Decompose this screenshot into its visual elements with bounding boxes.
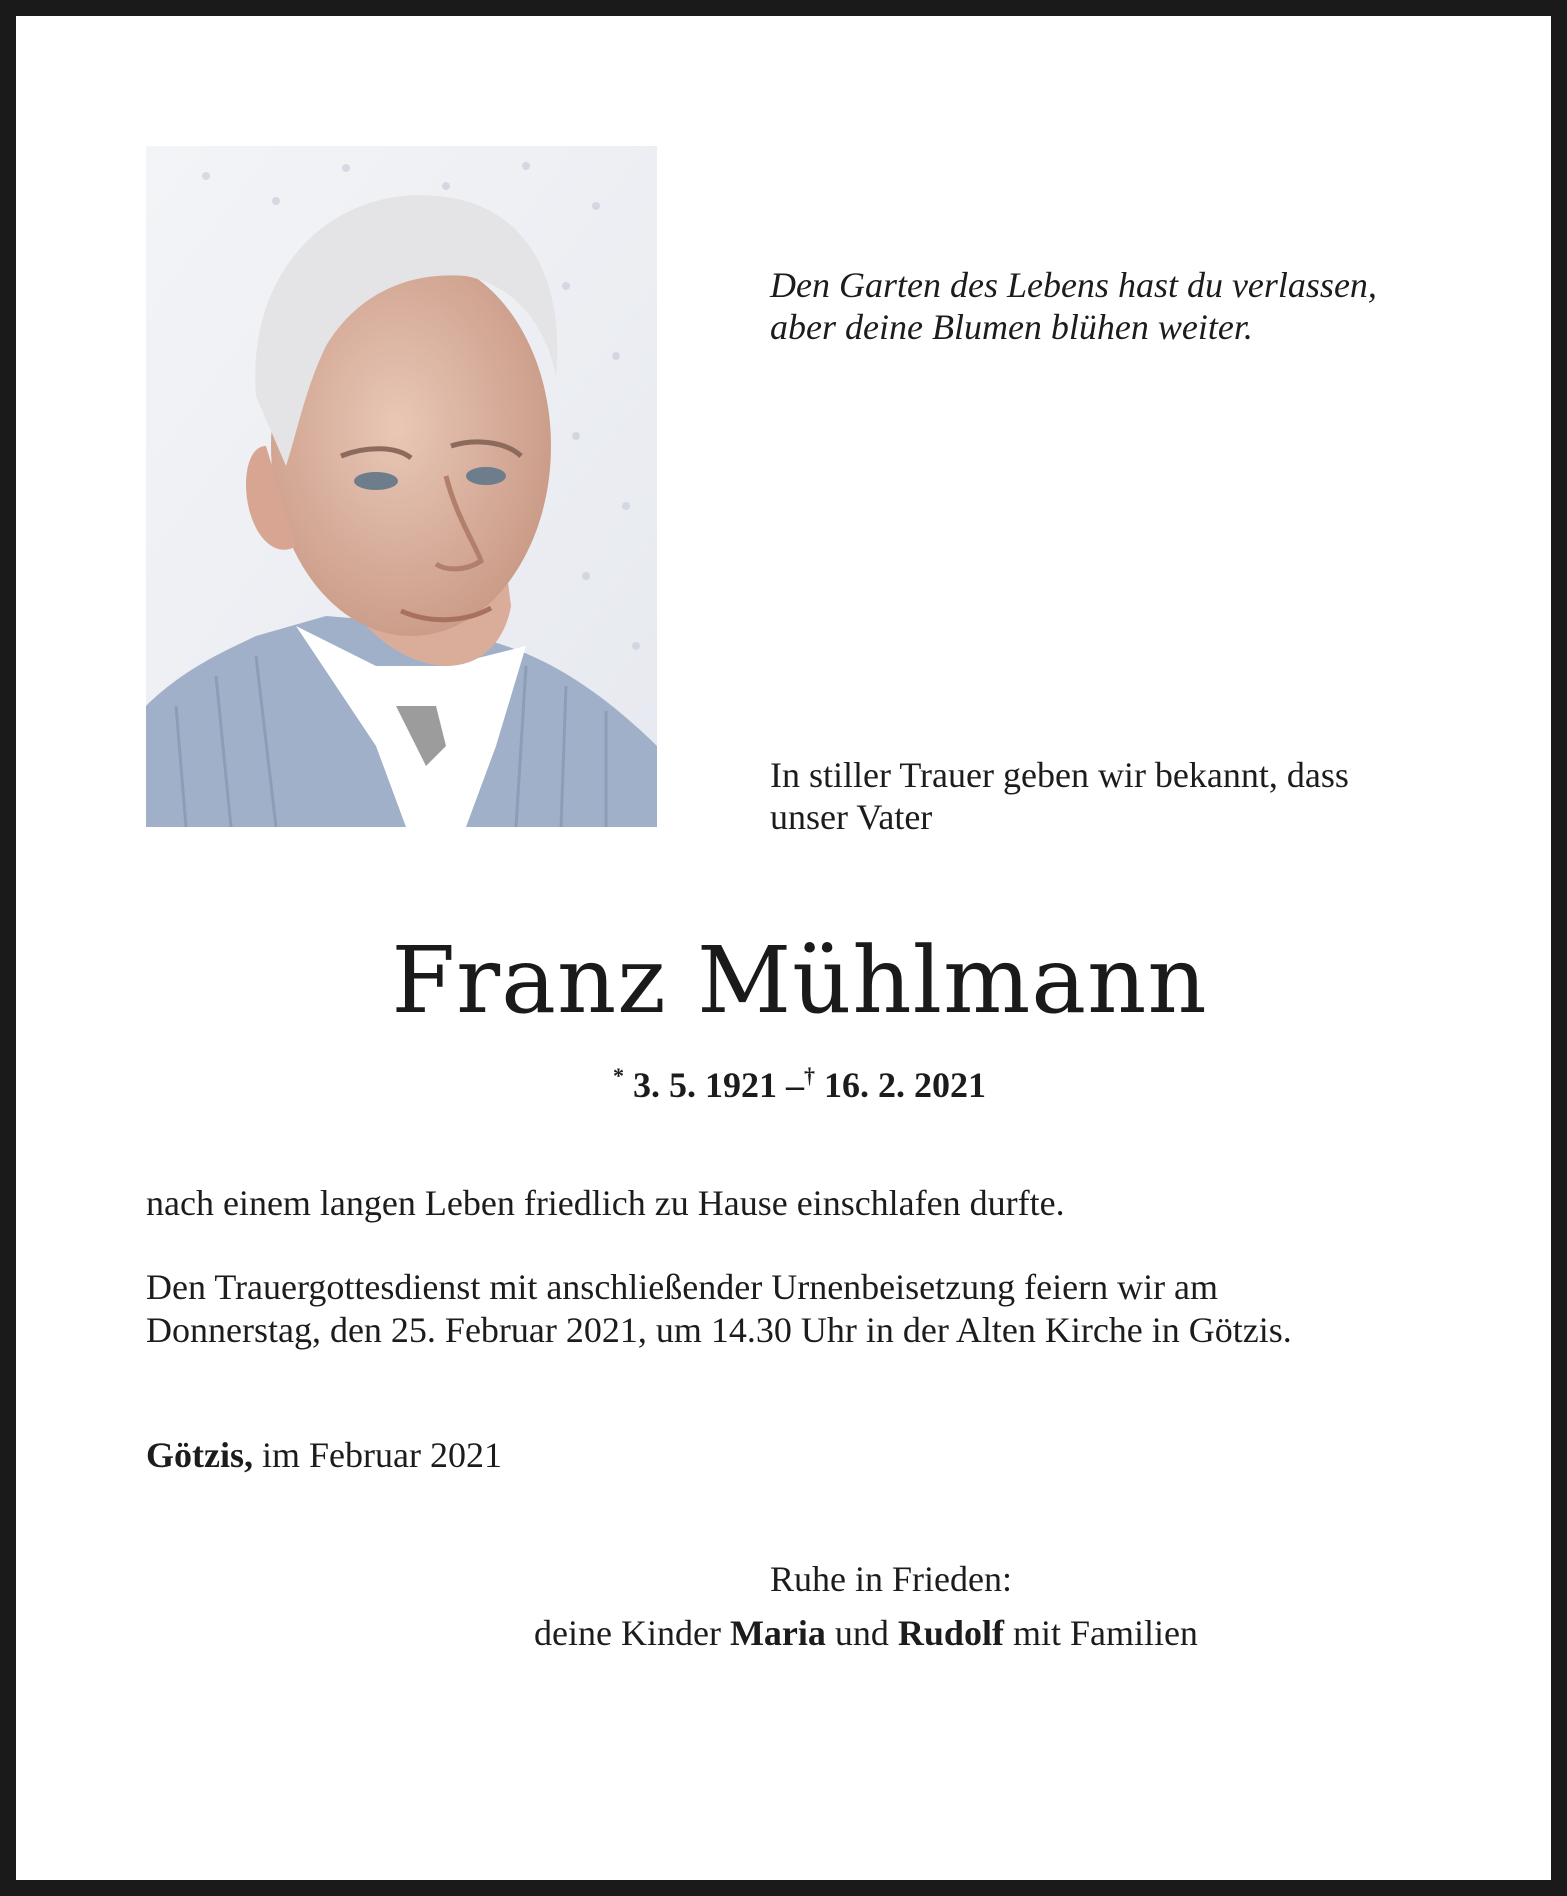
life-dates [16,1054,1567,1107]
place-and-date [146,1434,1486,1477]
motto-quote [770,264,1490,348]
motto-line: Den Garten des Lebens hast du verlassen, [770,265,1377,305]
birth-symbol: * [613,1063,624,1088]
service-line: Donnerstag, den 25. Februar 2021, um 14.30 Uhr in der Alten Kirche in Götzis. [146,1310,1292,1350]
signers-conjunction: und [834,1613,889,1653]
place-date: im Februar 2021 [261,1435,502,1475]
announcement-intro [770,754,1510,838]
portrait-illustration [146,146,657,827]
service-line: Den Trauergottesdienst mit anschließender Urnenbeisetzung feiern wir am [146,1267,1219,1307]
closing-phrase: Ruhe in Frieden: [770,1559,1012,1599]
service-details [146,1266,1486,1352]
mourners-line [534,1612,1534,1655]
portrait-photo [146,146,657,827]
date-separator: – [786,1065,804,1105]
signer-name-maria: Maria [729,1613,826,1653]
motto-line: aber deine Blumen blühen weiter. [770,307,1253,347]
place-town: Götzis, [146,1435,253,1475]
passing-statement: nach einem langen Leben friedlich zu Hause einschlafen durfte. [146,1183,1065,1223]
intro-line: unser Vater [770,797,933,837]
signers-suffix: mit Familien [1012,1613,1198,1653]
signers-prefix: deine Kinder [534,1613,721,1653]
deceased-name: Franz Mühlmann [391,927,1208,1034]
death-date: 16. 2. 2021 [824,1065,986,1105]
intro-line: In stiller Trauer geben wir bekannt, dass [770,755,1349,795]
signer-name-rudolf: Rudolf [897,1613,1004,1653]
death-symbol: † [804,1063,815,1088]
birth-date: 3. 5. 1921 [633,1065,777,1105]
